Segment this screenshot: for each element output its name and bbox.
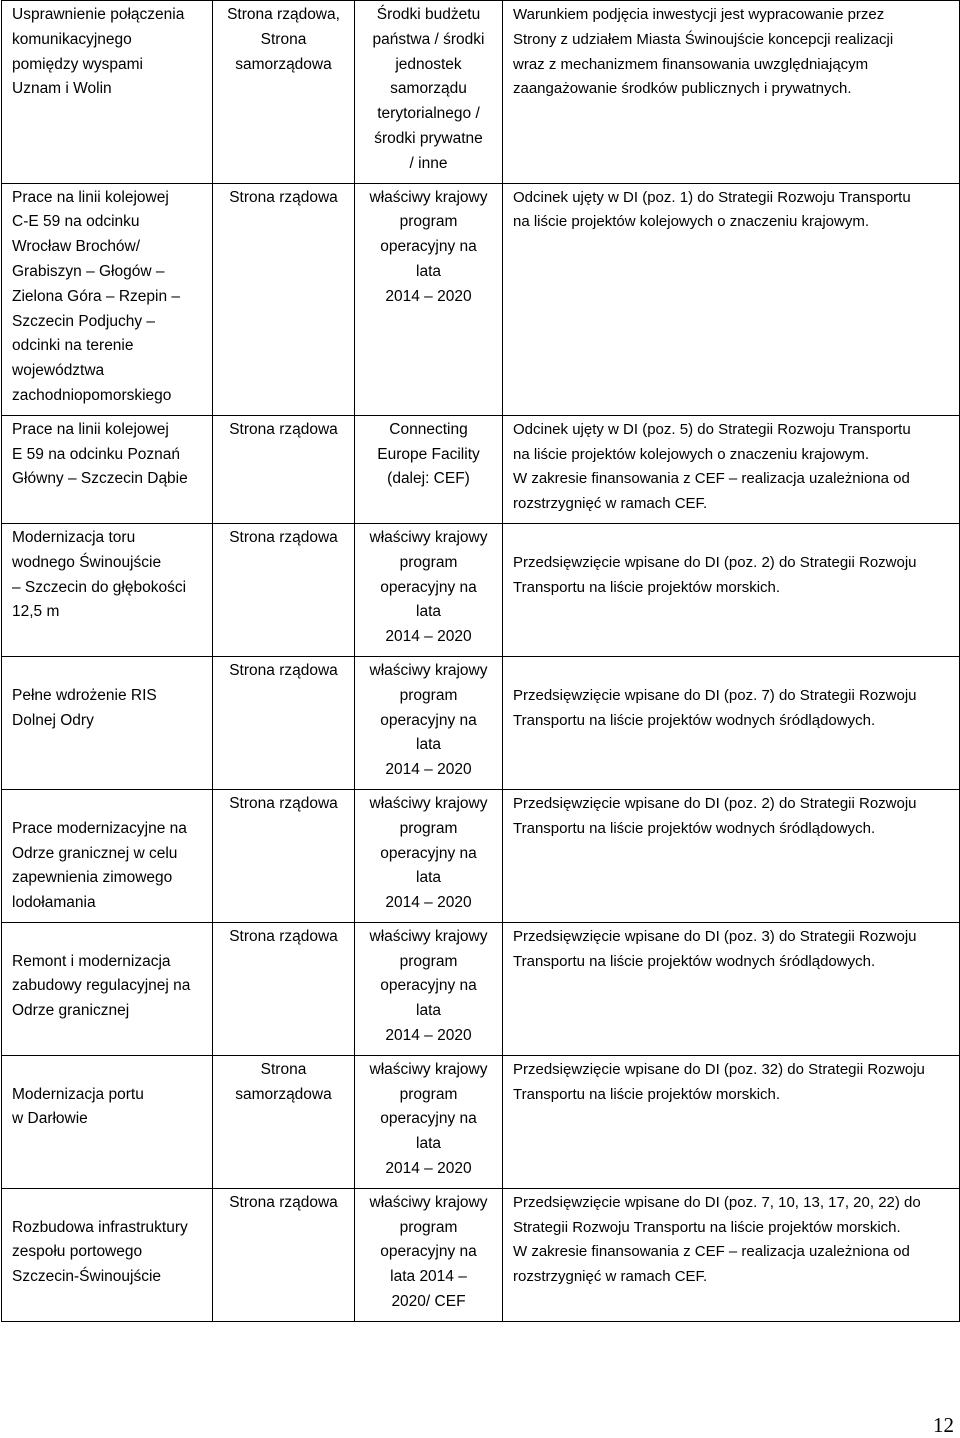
notes-text: Przedsięwzięcie wpisane do DI (poz. 7, 10, 13, 17, 20, 22) do Strategii Rozwoju Transportu na liście projektów morskich. W zakresie finansowania z CEF – realizacja uzależniona od rozstrzygnięć w ramach CEF. bbox=[513, 1193, 921, 1286]
party-cell bbox=[213, 1188, 355, 1321]
responsible-party: Strona rządowa bbox=[229, 794, 338, 812]
funding-cell bbox=[355, 789, 503, 922]
party-cell bbox=[213, 415, 355, 523]
funding-source: właściwy krajowy program operacyjny na lata 2014 – 2020 bbox=[369, 1060, 488, 1178]
table-row bbox=[2, 922, 960, 1055]
notes-cell bbox=[503, 523, 960, 656]
responsible-party: Strona rządowa bbox=[229, 188, 338, 206]
notes-text: Przedsięwzięcie wpisane do DI (poz. 2) do Strategii Rozwoju Transportu na liście projektów wodnych śródlądowych. bbox=[513, 794, 917, 837]
project-cell bbox=[2, 656, 213, 789]
project-cell bbox=[2, 922, 213, 1055]
responsible-party: Strona rządowa bbox=[229, 420, 338, 438]
notes-cell bbox=[503, 1055, 960, 1188]
page-number: 12 bbox=[933, 1413, 954, 1437]
funding-source: właściwy krajowy program operacyjny na lata 2014 – 2020 bbox=[369, 661, 488, 779]
funding-cell bbox=[355, 523, 503, 656]
funding-cell bbox=[355, 183, 503, 415]
project-cell bbox=[2, 1, 213, 184]
project-cell bbox=[2, 415, 213, 523]
notes-cell bbox=[503, 656, 960, 789]
project-cell bbox=[2, 789, 213, 922]
party-cell bbox=[213, 789, 355, 922]
notes-text: Warunkiem podjęcia inwestycji jest wypracowanie przez Strony z udziałem Miasta Świnoujście koncepcji realizacji wraz z mechanizmem finansowania uwzględniającym zaangażowanie środków publicznych i prywatnych. bbox=[513, 6, 894, 98]
notes-cell bbox=[503, 183, 960, 415]
responsible-party: Strona rządowa bbox=[229, 1193, 338, 1211]
funding-source: Środki budżetu państwa / środki jednostek samorządu terytorialnego / środki prywatne / inne bbox=[372, 6, 485, 172]
funding-cell bbox=[355, 1055, 503, 1188]
party-cell bbox=[213, 183, 355, 415]
table-row bbox=[2, 523, 960, 656]
project-name: Modernizacja portu w Darłowie bbox=[12, 1085, 144, 1128]
notes-text: Przedsięwzięcie wpisane do DI (poz. 32) do Strategii Rozwoju Transportu na liście projektów morskich. bbox=[513, 1060, 925, 1103]
funding-cell bbox=[355, 656, 503, 789]
notes-cell bbox=[503, 415, 960, 523]
notes-text: Przedsięwzięcie wpisane do DI (poz. 2) do Strategii Rozwoju Transportu na liście projektów morskich. bbox=[513, 553, 917, 596]
funding-source: właściwy krajowy program operacyjny na lata 2014 – 2020 bbox=[369, 528, 488, 646]
funding-cell bbox=[355, 1, 503, 184]
funding-cell bbox=[355, 922, 503, 1055]
notes-text: Odcinek ujęty w DI (poz. 1) do Strategii Rozwoju Transportu na liście projektów kolejowych o znaczeniu krajowym. bbox=[513, 188, 911, 231]
party-cell bbox=[213, 1, 355, 184]
funding-source: Connecting Europe Facility (dalej: CEF) bbox=[377, 420, 480, 488]
responsible-party: Strona rządowa bbox=[229, 528, 338, 546]
project-name: Rozbudowa infrastruktury zespołu portowego Szczecin-Świnoujście bbox=[12, 1218, 188, 1286]
project-name: Modernizacja toru wodnego Świnoujście – Szczecin do głębokości 12,5 m bbox=[12, 528, 187, 621]
funding-source: właściwy krajowy program operacyjny na lata 2014 – 2020/ CEF bbox=[369, 1193, 488, 1311]
project-name: Usprawnienie połączenia komunikacyjnego pomiędzy wyspami Uznam i Wolin bbox=[12, 6, 185, 98]
notes-text: Odcinek ujęty w DI (poz. 5) do Strategii Rozwoju Transportu na liście projektów kolejowych o znaczeniu krajowym. W zakresie finansowania z CEF – realizacja uzależniona od rozstrzygnięć w ramach CEF. bbox=[513, 420, 911, 513]
project-name: Pełne wdrożenie RIS Dolnej Odry bbox=[12, 686, 157, 729]
project-name: Prace modernizacyjne na Odrze granicznej w celu zapewnienia zimowego lodołamania bbox=[12, 819, 187, 912]
table-row bbox=[2, 656, 960, 789]
project-cell bbox=[2, 523, 213, 656]
responsible-party: Strona rządowa bbox=[229, 927, 338, 945]
funding-cell bbox=[355, 415, 503, 523]
table-row bbox=[2, 1, 960, 184]
table-row bbox=[2, 183, 960, 415]
responsible-party: Strona rządowa, Strona samorządowa bbox=[227, 6, 340, 73]
project-name: Remont i modernizacja zabudowy regulacyjnej na Odrze granicznej bbox=[12, 952, 191, 1020]
funding-source: właściwy krajowy program operacyjny na lata 2014 – 2020 bbox=[369, 188, 488, 305]
notes-text: Przedsięwzięcie wpisane do DI (poz. 3) do Strategii Rozwoju Transportu na liście projektów wodnych śródlądowych. bbox=[513, 927, 917, 970]
notes-cell bbox=[503, 922, 960, 1055]
notes-text: Przedsięwzięcie wpisane do DI (poz. 7) do Strategii Rozwoju Transportu na liście projektów wodnych śródlądowych. bbox=[513, 686, 917, 729]
party-cell bbox=[213, 922, 355, 1055]
table-row bbox=[2, 1188, 960, 1321]
funding-source: właściwy krajowy program operacyjny na lata 2014 – 2020 bbox=[369, 927, 488, 1045]
project-cell bbox=[2, 1188, 213, 1321]
party-cell bbox=[213, 523, 355, 656]
responsible-party: Strona rządowa bbox=[229, 661, 338, 679]
project-cell bbox=[2, 1055, 213, 1188]
party-cell bbox=[213, 656, 355, 789]
project-name: Prace na linii kolejowej C-E 59 na odcinku Wrocław Brochów/ Grabiszyn – Głogów – Zielona Góra – Rzepin – Szczecin Podjuchy – odcinki na terenie województwa zachodniopomorskiego bbox=[12, 188, 181, 404]
notes-cell bbox=[503, 789, 960, 922]
notes-cell bbox=[503, 1188, 960, 1321]
projects-table bbox=[1, 0, 960, 1322]
project-cell bbox=[2, 183, 213, 415]
responsible-party: Strona samorządowa bbox=[235, 1060, 332, 1103]
notes-cell bbox=[503, 1, 960, 184]
funding-source: właściwy krajowy program operacyjny na lata 2014 – 2020 bbox=[369, 794, 488, 912]
table-row bbox=[2, 789, 960, 922]
project-name: Prace na linii kolejowej E 59 na odcinku Poznań Główny – Szczecin Dąbie bbox=[12, 420, 188, 488]
party-cell bbox=[213, 1055, 355, 1188]
funding-cell bbox=[355, 1188, 503, 1321]
table-row bbox=[2, 415, 960, 523]
table-row bbox=[2, 1055, 960, 1188]
